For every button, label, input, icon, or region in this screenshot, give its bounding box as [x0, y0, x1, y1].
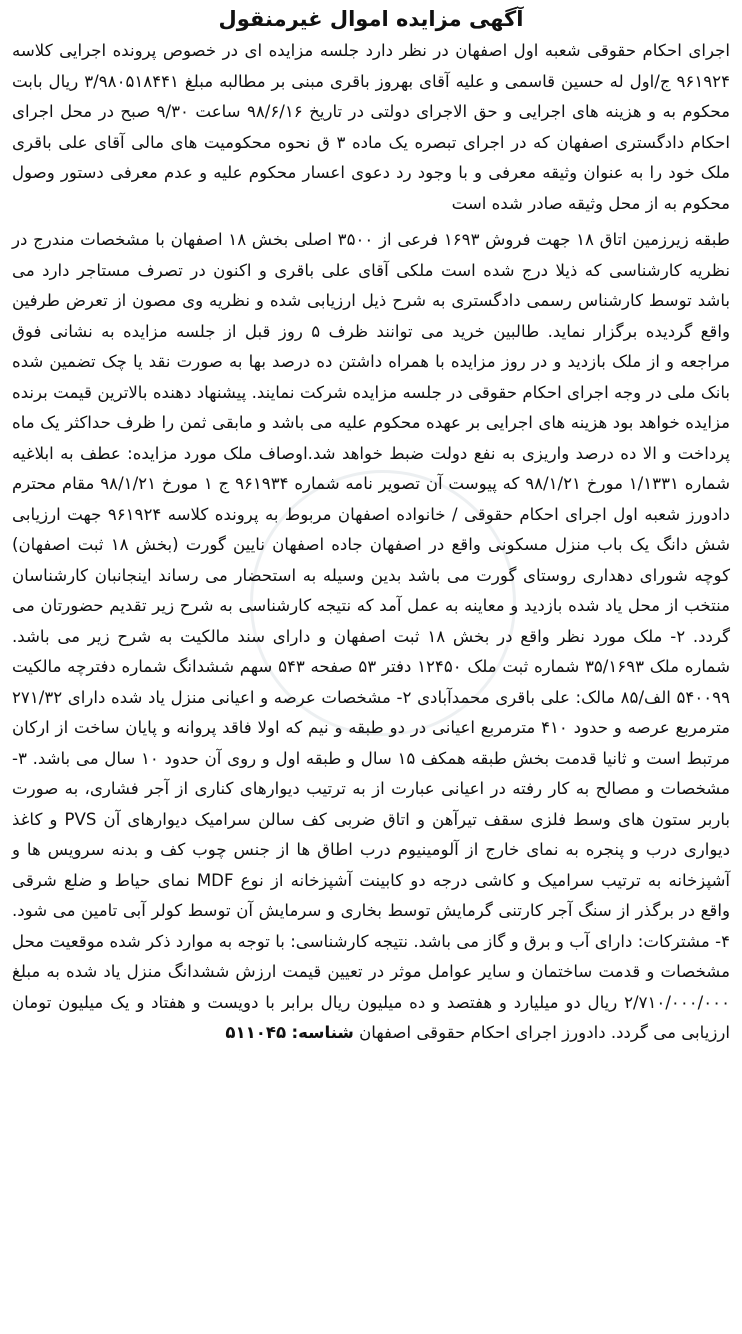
intro-paragraph: اجرای احکام حقوقی شعبه اول اصفهان در نظر دارد جلسه مزایده ای در خصوص پرونده اجرایی کلاسه ۹۶۱۹۲۴ ج/اول له حسین قاسمی و علیه آقای بهروز باقری مبنی بر مطالبه مبلغ ۳/۹۸۰۵۱۸۴۴۱ ریال بابت محکوم به و هزینه های اجرایی و حق الاجرای دولتی در تاریخ ۹۸/۶/۱۶ ساعت ۹/۳۰ صبح در محل اجرای احکام دادگستری اصفهان که در اجرای تبصره یک ماده ۳ ق نحوه محکومیت های مالی آقای علی باقری ملک خود را به عنوان وثیقه معرفی و با وجود رد دعوی اعسار محکوم علیه و عدم معرفی دستور وصول محکوم به از محل وثیقه صادر شده است [12, 41, 731, 213]
id-value: ۵۱۱۰۴۵ [225, 1023, 287, 1042]
notice-body [12, 36, 730, 1049]
id-label: شناسه: [291, 1023, 354, 1042]
details-paragraph [12, 225, 730, 1049]
notice-title: آگهی مزایده اموال غیرمنقول [218, 7, 524, 31]
details-text: طبقه زیرزمین اتاق ۱۸ جهت فروش ۱۶۹۳ فرعی از ۳۵۰۰ اصلی بخش ۱۸ اصفهان با مشخصات مندرج در نظریه کارشناسی که ذیلا درج شده است ملکی آقای علی باقری و اکنون در تصرف مستاجر دارد می باشد توسط کارشناس رسمی دادگستری به شرح ذیل ارزیابی شده و نظریه وی مصون از تعرض طرفین واقع گردیده برگزار نماید. طالبین خرید می توانند ظرف ۵ روز قبل از جلسه مزایده به نشانی فوق مراجعه و از ملک بازدید و در روز مزایده با همراه داشتن ده درصد بها به صورت نقد یا چک تضمین شده بانک ملی در وجه اجرای احکام حقوقی در جلسه مزایده شرکت نمایند. پیشنهاد دهنده بالاترین قیمت برنده مزایده خواهد بود هزینه های اجرایی بر عهده محکوم علیه می باشد و مابقی ثمن را ظرف حداکثر یک ماه پرداخت و الا ده درصد واریزی به نفع دولت ضبط خواهد شد.اوصاف ملک مورد مزایده: عطف به ابلاغیه شماره ۱/۱۳۳۱ مورخ ۹۸/۱/۲۱ که پیوست آن تصویر نامه شماره ۹۶۱۹۳۴ ج ۱ مورخ ۹۸/۱/۲۱ مقام محترم دادورز شعبه اول اجرای احکام حقوقی / خانواده اصفهان مربوط به پرونده کلاسه ۹۶۱۹۲۴ جهت ارزیابی شش دانگ یک باب منزل مسکونی واقع در اصفهان جاده اصفهان نایین گورت (بخش ۱۸ ثبت اصفهان) کوچه شورای دهداری روستای گورت می باشد بدین وسیله به استحضار می رساند اینجانبان کارشناسان منتخب از محل یاد شده بازدید و معاینه به عمل آمد که نتیجه کارشناسی به شرح زیر تقدیم حضورتان می گردد. ۲- ملک مورد نظر واقع در بخش ۱۸ ثبت اصفهان و دارای سند مالکیت به شرح زیر می باشد. شماره ملک ۳۵/۱۶۹۳ شماره ثبت ملک ۱۲۴۵۰ دفتر ۵۳ صفحه ۵۴۳ سهم ششدانگ شماره دفترچه مالکیت ۵۴۰۰۹۹ الف/۸۵ مالک: علی باقری محمدآبادی ۲- مشخصات عرصه و اعیانی منزل یاد شده دارای ۲۷۱/۳۲ مترمربع عرصه و حدود ۴۱۰ مترمربع اعیانی در دو طبقه و نیم که اولا فاقد پروانه و پایان ساخت از ارکان مرتبط است و ثانیا قدمت بخش طبقه همکف ۱۵ سال و طبقه اول و روی آن حدود ۱۰ سال می باشد. ۳- مشخصات و مصالح به کار رفته در اعیانی عبارت از به ترتیب دیوارهای کناری از آجر فشاری، به صورت باربر ستون های وسط فلزی سقف تیرآهن و اتاق ضربی کف سالن سرامیک دیوارهای آن PVS و کاغذ دیواری درب و پنجره به نمای خارج از آلومینیوم درب اطاق ها از جنس چوب کف و بدنه سرویس ها و آشپزخانه به ترتیب سرامیک و کاشی درجه دو کابینت آشپزخانه از نوع MDF نمای حیاط و ضلع شرقی واقع در برگذر از سنگ آجر کارتنی گرمایش توسط بخاری و سرمایش آن توسط کولر آبی تامین می شود. ۴- مشترکات: دارای آب و برق و گاز می باشد. نتیجه کارشناسی: با توجه به موارد ذکر شده موقعیت محل مشخصات و قدمت ساختمان و سایر عوامل موثر در تعیین قیمت ارزش ششدانگ منزل یاد شده به مبلغ ۲/۷۱۰/۰۰۰/۰۰۰ ریال دو میلیارد و هفتصد و ده میلیون ریال برابر با دویست و هفتاد و یک میلیون تومان ارزیابی می گردد. دادورز اجرای احکام حقوقی اصفهان [12, 230, 731, 1042]
